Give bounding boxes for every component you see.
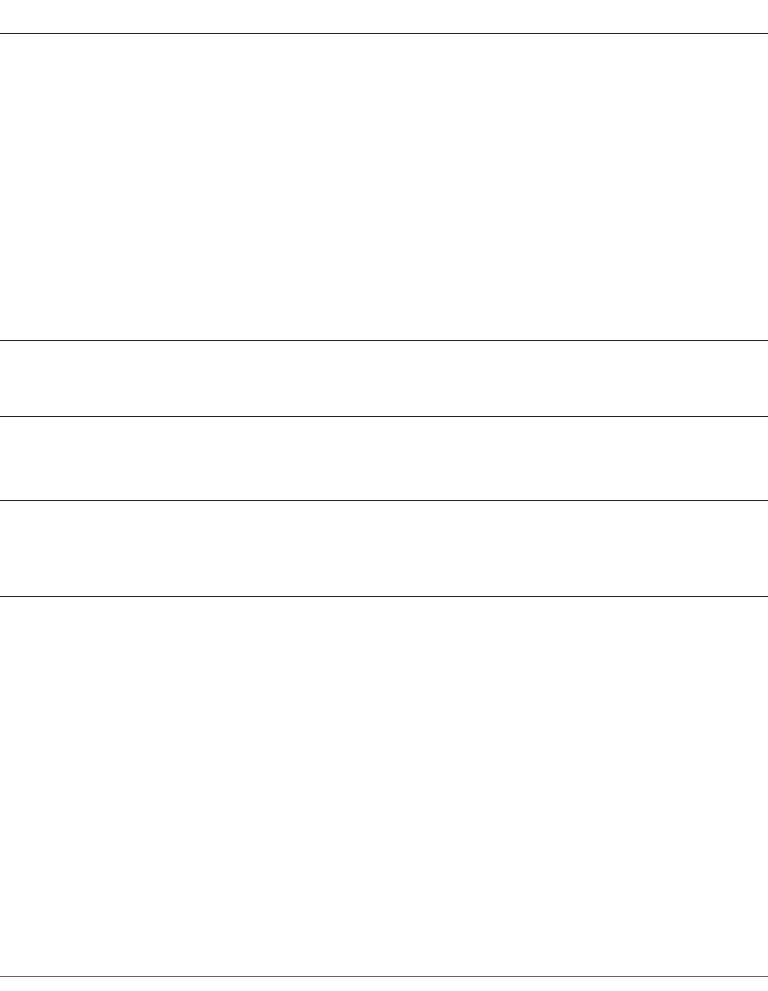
lane-divider: [0, 340, 768, 341]
header-divider: [0, 33, 768, 34]
season-divider: [0, 500, 768, 501]
top-divider: [0, 416, 768, 417]
rosters-divider: [0, 596, 768, 597]
footer-divider: [0, 976, 768, 977]
